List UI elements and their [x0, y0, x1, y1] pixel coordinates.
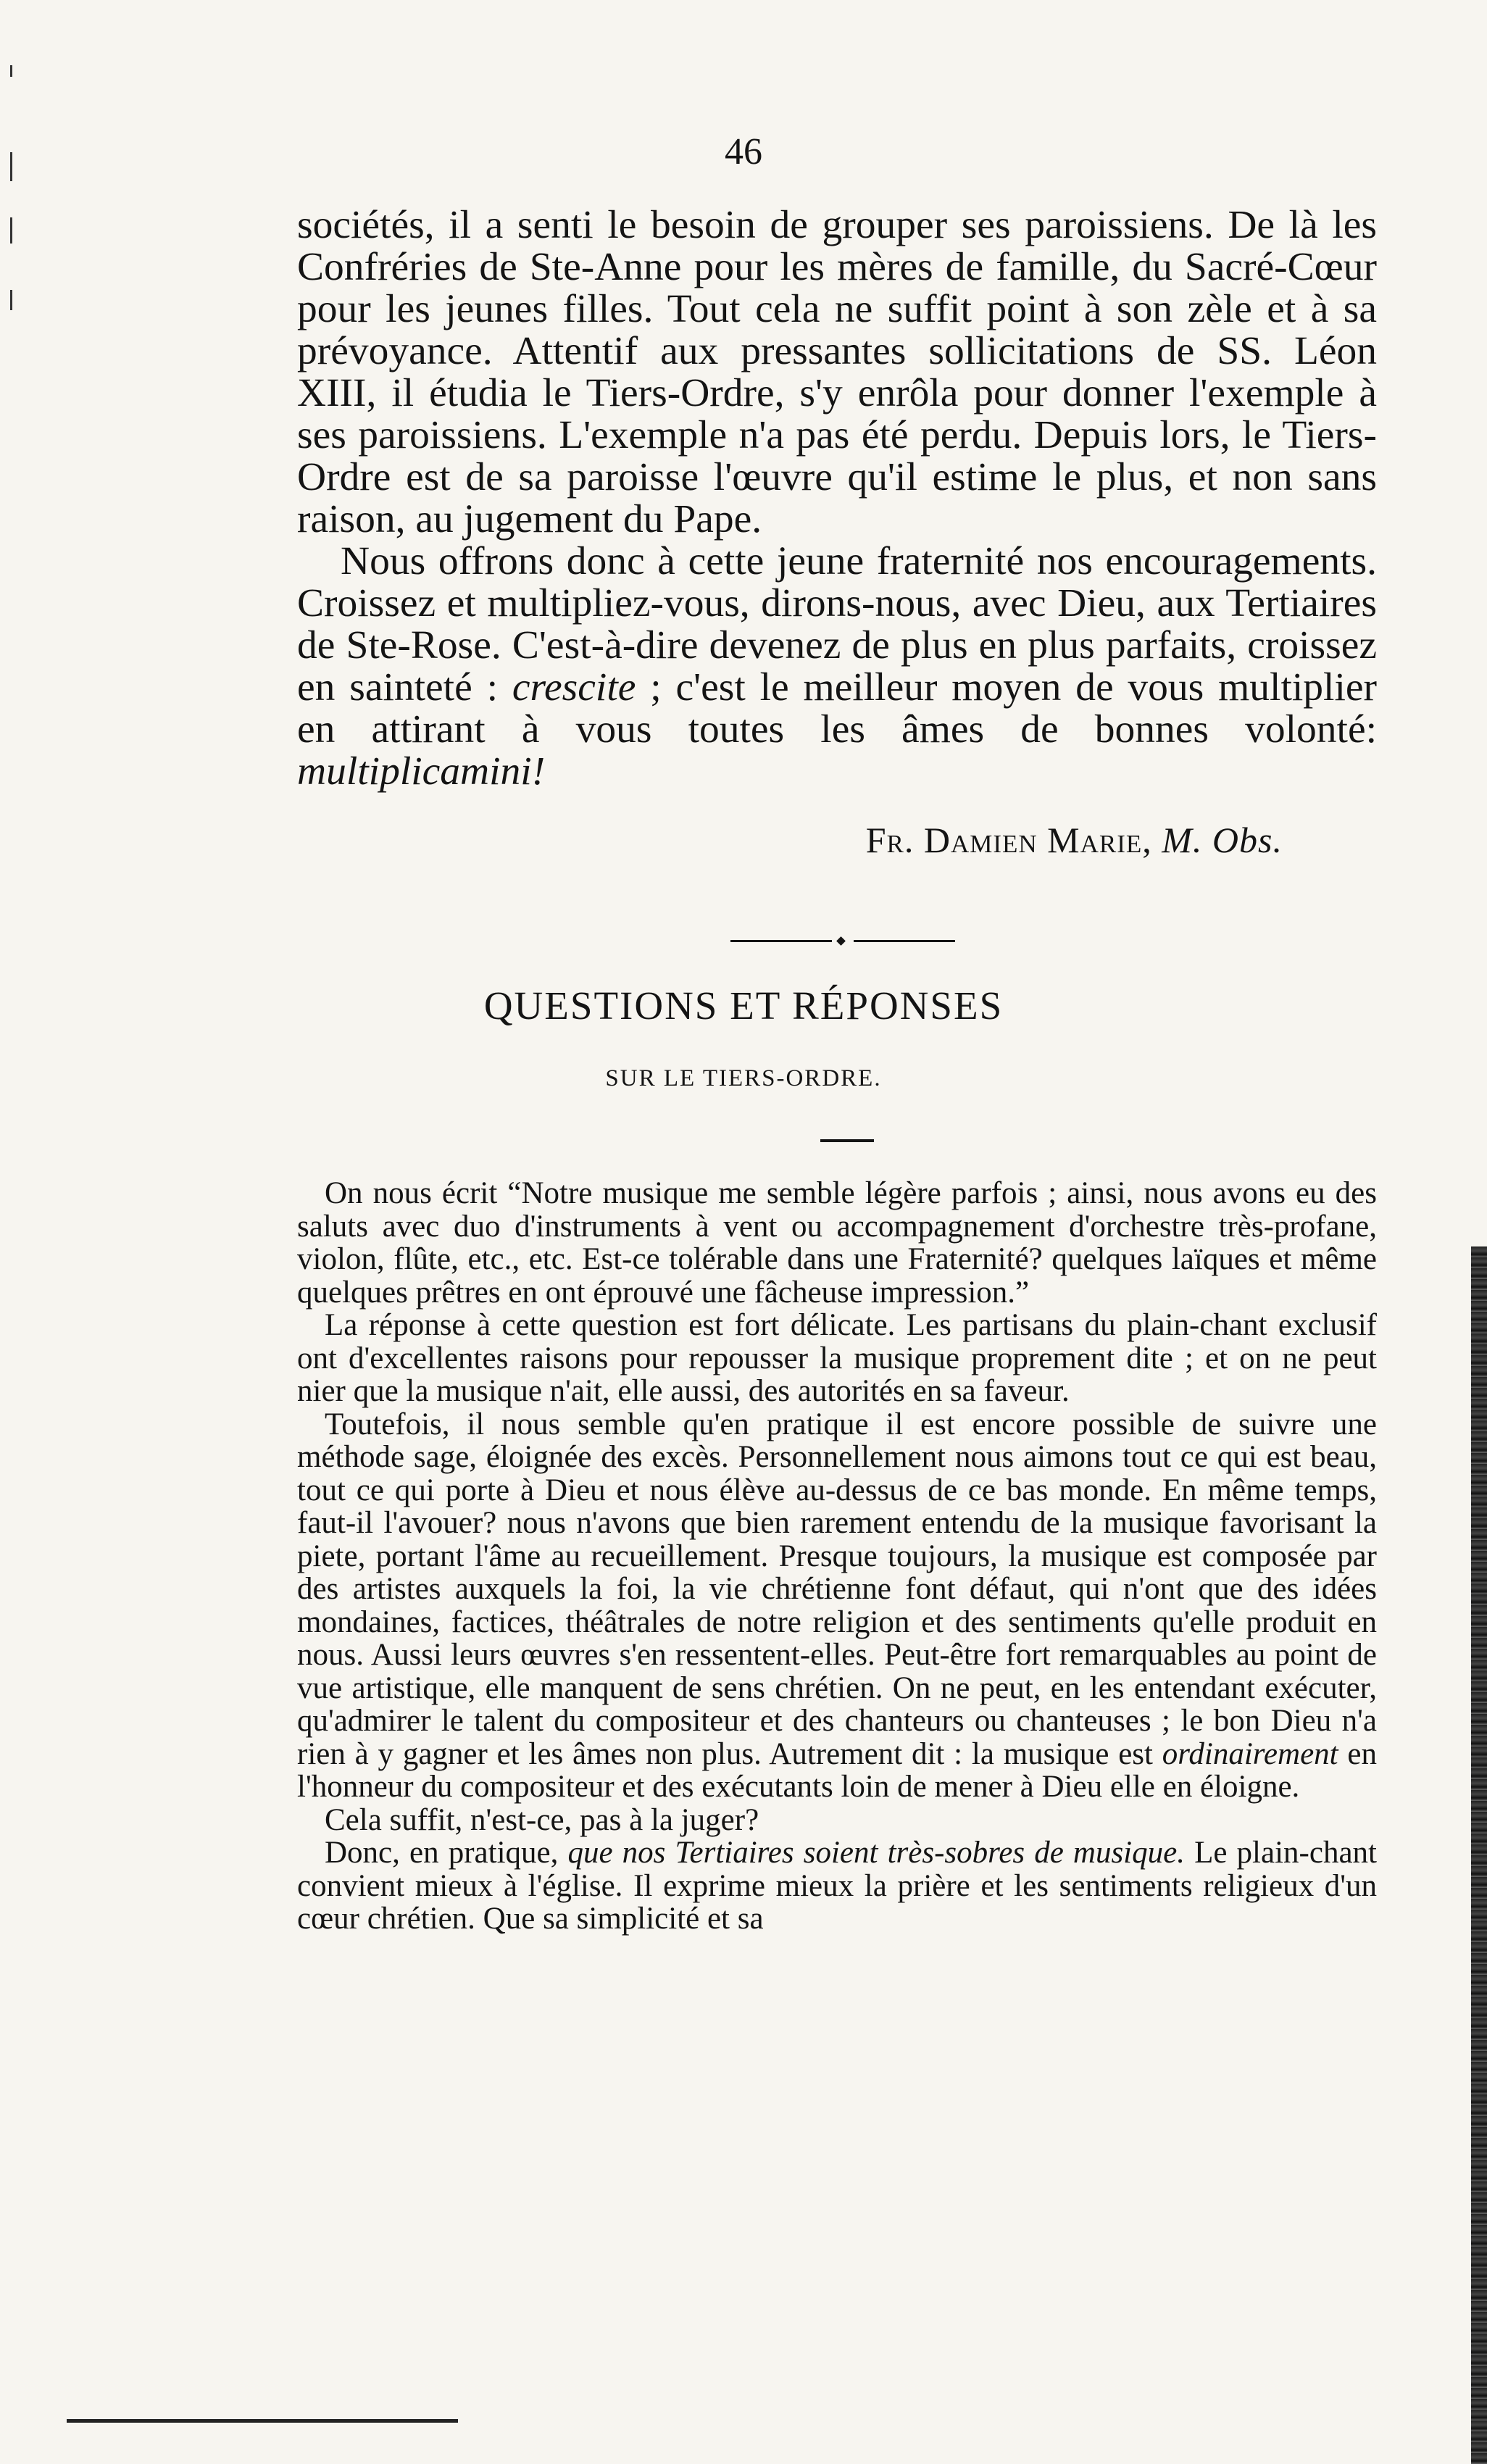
intro-paragraph-1: sociétés, il a senti le besoin de grouper ses paroissiens. De là les Confréries de Ste-Anne pour les mères de famille, du Sacré-Cœur pour les jeunes filles. Tout cela ne suffit point à son zèle et à sa prévoyance. Attentif aux pressantes sollicitations de SS. Léon XIII, il étudia le Tiers-Ordre, s'y enrôla pour donner l'exemple à ses paroissiens. L'exemple n'a pas été perdu. Depuis lors, le Tiers-Ordre est de sa paroisse l'œuvre qu'il estime le plus, et non sans raison, au jugement du Pape.	[297, 203, 1377, 541]
tertiaires-emphasis: que nos Tertiaires soient très-sobres de musique.	[567, 1836, 1185, 1870]
scan-speck	[10, 152, 12, 181]
intro-text	[297, 204, 1377, 793]
ordinairement-emphasis: ordinairement	[1162, 1736, 1338, 1771]
title-rule	[820, 1139, 874, 1142]
scan-edge-shadow	[1471, 1246, 1487, 2464]
section-subtitle: SUR LE TIERS-ORDRE.	[605, 1065, 882, 1091]
divider-diamond	[836, 936, 846, 946]
scan-speck	[10, 65, 12, 77]
article-body	[297, 1177, 1377, 1936]
scan-speck	[10, 217, 12, 244]
author-signature	[297, 819, 1283, 861]
body-paragraph-1: On nous écrit “Notre musique me semble légère parfois ; ainsi, nous avons eu des saluts avec duo d'instruments à vent ou accompagnement d'orchestre très-profane, violon, flûte, etc., etc. Est-ce tolérable dans une Fraternité? quelques laïques et même quelques prêtres en ont éprouvé une fâcheuse impression.”	[297, 1176, 1377, 1310]
divider-line-right	[854, 940, 955, 942]
body-paragraph-4: Cela suffit, n'est-ce, pas à la juger?	[325, 1802, 759, 1837]
intro-paragraph-2-text-b: ; c'est le meilleur moyen de vous multiplier en attirant à vous toutes les âmes de bonnes volonté:	[297, 665, 1378, 752]
page-number: 46	[725, 131, 762, 172]
section-title: QUESTIONS ET RÉPONSES	[483, 983, 1004, 1028]
divider-line-left	[730, 940, 832, 942]
body-paragraph-3-text-b: en l'honneur du compositeur et des exécutants loin de mener à Dieu elle en éloigne.	[297, 1736, 1377, 1804]
page-bottom-rule	[67, 2419, 458, 2423]
body-paragraph-5-text-a: Donc, en pratique,	[325, 1836, 568, 1870]
author-order: M. Obs.	[1162, 820, 1283, 860]
body-paragraph-3	[297, 1408, 1377, 1804]
multiplicamini-emphasis: multiplicamini!	[297, 749, 546, 794]
author-name: Fr. Damien Marie,	[865, 820, 1162, 860]
body-paragraph-5	[297, 1836, 1377, 1936]
body-paragraph-2: La réponse à cette question est fort délicate. Les partisans du plain-chant exclusif ont d'excellentes raisons pour repousser la musique proprement dite ; et on ne peut nier que la musique n'ait, elle aussi, des autorités en sa faveur.	[297, 1308, 1377, 1408]
intro-paragraph-2	[297, 541, 1377, 793]
crescite-emphasis: crescite	[512, 665, 636, 709]
body-paragraph-3-text-a: Toutefois, il nous semble qu'en pratique il est encore possible de suivre une méthode sage, éloignée des excès. Personnellement nous aimons tout ce qui est beau, tout ce qui porte à Dieu et nous élève au-dessus de ce bas monde. En même temps, faut-il l'avouer? nous n'avons que bien rarement entendu de la musique favorisant la piete, portant l'âme au recueillement. Presque toujours, la musique est composée par des artistes auxquels la foi, la vie chrétienne font défaut, qui n'ont que des idées mondaines, factices, théâtrales de notre religion et des sentiments qu'elle produit en nous. Aussi leurs œuvres s'en ressentent-elles. Peut-être fort remarquables au point de vue artistique, elle manquent de sens chrétien. On ne peut, en les entendant exécuter, qu'admirer le talent du compositeur et des chanteurs ou chanteuses ; le bon Dieu n'a rien à y gagner et les âmes non plus. Autrement dit : la musique est	[297, 1407, 1377, 1771]
scan-speck	[10, 290, 12, 310]
section-divider-ornament	[730, 938, 955, 944]
intro-paragraph-2-text-a: Nous offrons donc à cette jeune fraternité nos encouragements. Croissez et multipliez-vous, dirons-nous, avec Dieu, aux Tertiaires de Ste-Rose. C'est-à-dire devenez de plus en plus parfaits, croissez en sainteté :	[297, 539, 1377, 709]
body-paragraph-5-text-b: Le plain-chant convient mieux à l'église. Il exprime mieux la prière et les sentiments religieux d'un cœur chrétien. Que sa simplicité et sa	[297, 1836, 1377, 1936]
